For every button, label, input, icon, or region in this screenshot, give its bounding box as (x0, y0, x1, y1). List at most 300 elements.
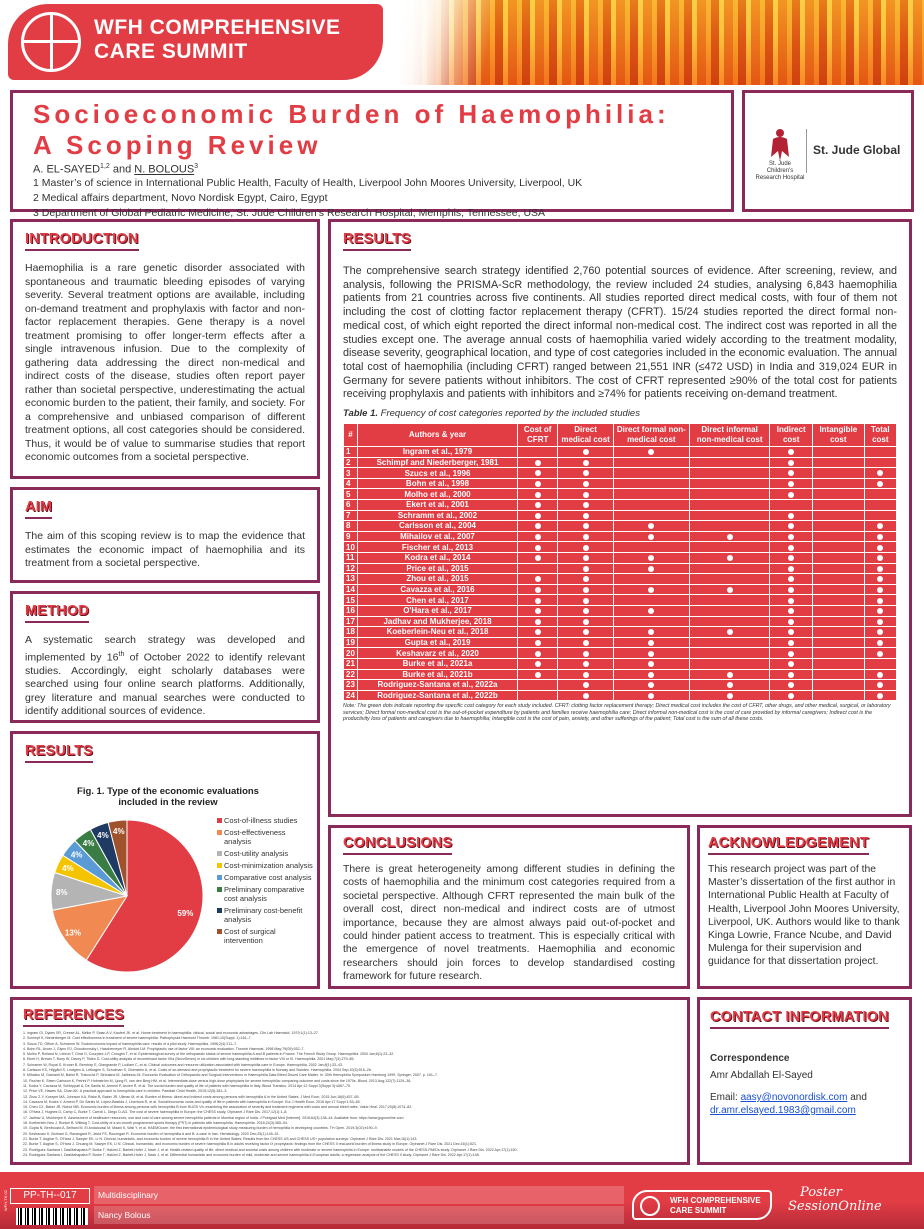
reported-dot-icon (648, 640, 654, 646)
row-cost-cell (518, 552, 558, 563)
row-author: Rodriguez-Santana et al., 2022b (358, 690, 518, 701)
row-cost-cell (813, 605, 865, 616)
row-cost-cell (613, 563, 689, 574)
row-cost-cell (558, 658, 613, 669)
row-cost-cell (813, 531, 865, 542)
row-cost-cell (864, 457, 896, 468)
row-cost-cell (864, 627, 896, 638)
row-cost-cell (770, 552, 813, 563)
row-number: 5 (344, 489, 358, 500)
row-author: Jadhav and Mukherjee, 2018 (358, 616, 518, 627)
reported-dot-icon (788, 449, 794, 455)
row-cost-cell (813, 648, 865, 659)
row-cost-cell (864, 658, 896, 669)
reported-dot-icon (877, 682, 883, 688)
row-number: 16 (344, 605, 358, 616)
reported-dot-icon (648, 566, 654, 572)
row-cost-cell (770, 605, 813, 616)
row-cost-cell (558, 690, 613, 701)
reported-dot-icon (727, 534, 733, 540)
table-body (344, 447, 897, 701)
row-cost-cell (813, 478, 865, 489)
author-1: A. EL-SAYED (33, 163, 101, 176)
row-cost-cell (518, 574, 558, 585)
row-cost-cell (813, 584, 865, 595)
introduction-heading: INTRODUCTION (25, 231, 139, 251)
row-cost-cell (613, 478, 689, 489)
email-link-2[interactable]: dr.amr.elsayed.1983@gmail.com (710, 1105, 856, 1116)
table-row (344, 510, 897, 521)
author-2: N. BOLOUS (134, 163, 195, 176)
row-cost-cell (864, 500, 896, 511)
row-cost-cell (770, 468, 813, 479)
reported-dot-icon (727, 587, 733, 593)
row-cost-cell (518, 542, 558, 553)
legend-label: Preliminary comparative cost analysis (224, 885, 305, 903)
row-author: O'Hara et al., 2017 (358, 605, 518, 616)
row-cost-cell (518, 595, 558, 606)
aim-panel (10, 487, 320, 583)
reported-dot-icon (877, 619, 883, 625)
row-cost-cell (864, 616, 896, 627)
reported-dot-icon (648, 693, 654, 699)
results-heading: RESULTS (343, 231, 411, 251)
row-cost-cell (864, 584, 896, 595)
reported-dot-icon (877, 608, 883, 614)
legend-label: Cost-minimization analysis (224, 861, 313, 870)
reported-dot-icon (583, 576, 589, 582)
row-cost-cell (813, 658, 865, 669)
row-cost-cell (813, 500, 865, 511)
row-cost-cell (518, 531, 558, 542)
reference-item: 8. Carlsson KS, Höjgård S, Lindgren A, Lethagen S, Schulman S, Glomstein A, et al. Costs of on-demand and prophylactic treatment for severe haemophilia in Norway and Sweden. Haemophilia. 2004 Sep;10(5):515–26. (23, 1068, 372, 1073)
row-author: Szucs et al., 1996 (358, 468, 518, 479)
reported-dot-icon (788, 587, 794, 593)
row-cost-cell (864, 574, 896, 585)
reference-item: 12. Price VE, Hawes SA, Chan AK. A practical approach to hemophilia care in children. Paediatr Child Health. 2015;12(5):381–3. (23, 1089, 228, 1094)
row-cost-cell (558, 447, 613, 458)
reference-item: 6. Ekert H, Brewin T, Boey W, Davey P, Tilden D. Cost-utility analysis of recombinant factor VIIa (NovoSeven) in six children with long-standing inhibitors to factor VIII or IX. Haemophilia. 2001 May;7(3):279–85. (23, 1057, 355, 1062)
row-cost-cell (518, 627, 558, 638)
affiliation-1: 1 Master’s of science in International Public Health, Faculty of Health, Liverpool John Moores University, Liverpool, UK (33, 176, 583, 189)
row-cost-cell (864, 510, 896, 521)
row-number: 19 (344, 637, 358, 648)
row-number: 22 (344, 669, 358, 680)
author-list (33, 163, 711, 176)
legend-swatch (217, 929, 222, 934)
reported-dot-icon (535, 608, 541, 614)
reported-dot-icon (535, 523, 541, 529)
footer-summit-logo (632, 1190, 772, 1220)
reported-dot-icon (727, 682, 733, 688)
method-panel (10, 591, 320, 723)
reference-item: 23. Rodriguez-Santana I, DasMahapatra P, Burke T, Hakimi Z, Bartelt-Hofer J, Nazir J, et al. Health-related quality of life, direct medical and societal costs among children with moderate or severe haemophilia in Europe: multivariable models of the CHESS-PAEDs study. Orphanet J Rare Dis. 2022 Apr;17(1):150. (23, 1147, 518, 1152)
row-cost-cell (770, 658, 813, 669)
table-row (344, 478, 897, 489)
table-row (344, 627, 897, 638)
table-row (344, 447, 897, 458)
reported-dot-icon (535, 470, 541, 476)
row-number: 23 (344, 680, 358, 691)
row-cost-cell (613, 690, 689, 701)
row-cost-cell (518, 478, 558, 489)
row-cost-cell (613, 658, 689, 669)
legend-swatch (217, 818, 222, 823)
reported-dot-icon (788, 672, 794, 678)
pie-slice-label: 8% (55, 887, 68, 897)
row-cost-cell (813, 690, 865, 701)
reported-dot-icon (877, 470, 883, 476)
method-heading: METHOD (25, 603, 89, 623)
row-number: 7 (344, 510, 358, 521)
row-author: Chen et al., 2017 (358, 595, 518, 606)
results-text: The comprehensive search strategy identified 2,760 potential sources of evidence. After screening, review, and analysis, following the PRISMA-ScR methodology, the review included 24 studies, analysing 6,843 haemophilia patients from 21 countries across five continents. All studies reported direct medical costs, with four of them not including the cost of clotting factor replacement therapy (CFRT). 15/24 studies reported the direct formal non-medical cost, of which eight reported the direct informal non-medical cost. The indirect cost was reported in all the studies except one. The average annual costs of haemophilia varied widely according to the treatment modality, disease severity, geographical location, and type of cost categories included in the economic evaluation. The annual total cost of haemophilia (including CFRT) ranged between 21,551 INR (≤472 USD) in India and 319,024 EUR in Germany for severe patients without inhibitors. The cost of CFRT represented ≥90% of the total cost for patients receiving prophylaxis and patients with inhibitors and ≥74% for patients receiving on-demand treatment. (343, 265, 897, 401)
table-row (344, 500, 897, 511)
title-line-1: Socioeconomic Burden of Haemophilia: (33, 99, 670, 129)
row-cost-cell (770, 574, 813, 585)
cost-categories-table (343, 423, 897, 701)
reported-dot-icon (583, 566, 589, 572)
reported-dot-icon (583, 449, 589, 455)
row-cost-cell (518, 648, 558, 659)
row-cost-cell (770, 489, 813, 500)
footer-logo-line-2: CARE SUMMIT (670, 1206, 727, 1215)
pie-slice-label: 13% (64, 928, 81, 938)
reported-dot-icon (788, 576, 794, 582)
row-author: Fischer et al., 2013 (358, 542, 518, 553)
reported-dot-icon (583, 651, 589, 657)
reported-dot-icon (877, 587, 883, 593)
table-row (344, 680, 897, 691)
row-cost-cell (864, 531, 896, 542)
reported-dot-icon (877, 555, 883, 561)
row-cost-cell (813, 627, 865, 638)
reported-dot-icon (788, 608, 794, 614)
row-cost-cell (518, 447, 558, 458)
row-cost-cell (558, 637, 613, 648)
row-cost-cell (613, 510, 689, 521)
reported-dot-icon (583, 523, 589, 529)
row-cost-cell (558, 605, 613, 616)
reported-dot-icon (583, 619, 589, 625)
introduction-text: Haemophilia is a rare genetic disorder associated with spontaneous and traumatic bleeding episodes of varying severity. Several treatment options are available, including on-demand treatment and prophylaxis with factor and non-factor replacement therapies. Gene therapy is a novel treatment promising to offer longer-term effects after a single intravenous infusion. Due to the complexity of gathering data addressing the direct non-medical and indirect costs of the disease, studies often report payer rather than societal perspective, underestimating the actual economic burden to the patient, their family, and society. For a comprehensive and unbiased comparison of different treatment options, all cost categories should be considered. Thus, it would be of value to summarise studies that report economic outcomes from a societal perspective. (25, 262, 305, 463)
reported-dot-icon (535, 492, 541, 498)
acknowledgement-panel (697, 825, 912, 989)
row-cost-cell (518, 510, 558, 521)
row-cost-cell (689, 542, 769, 553)
row-cost-cell (689, 658, 769, 669)
row-cost-cell (813, 542, 865, 553)
row-cost-cell (770, 521, 813, 532)
reported-dot-icon (788, 470, 794, 476)
reported-dot-icon (583, 672, 589, 678)
row-cost-cell (613, 584, 689, 595)
row-cost-cell (813, 563, 865, 574)
legend-swatch (217, 863, 222, 868)
contact-email-line (710, 1091, 899, 1117)
row-number: 20 (344, 648, 358, 659)
reported-dot-icon (535, 460, 541, 466)
reported-dot-icon (877, 629, 883, 635)
table-row (344, 521, 897, 532)
sponsor-divider (806, 129, 807, 173)
row-number: 12 (344, 563, 358, 574)
reported-dot-icon (648, 534, 654, 540)
row-cost-cell (558, 552, 613, 563)
presenter-name: Nancy Bolous (94, 1206, 624, 1224)
row-cost-cell (558, 584, 613, 595)
reported-dot-icon (788, 460, 794, 466)
pie-chart (17, 814, 207, 974)
legend-item (217, 849, 313, 858)
email-link-1[interactable]: aasy@novonordisk.com (740, 1092, 848, 1103)
row-number: 1 (344, 447, 358, 458)
row-number: 8 (344, 521, 358, 532)
row-cost-cell (689, 563, 769, 574)
legend-item (217, 861, 313, 870)
row-cost-cell (613, 531, 689, 542)
reported-dot-icon (583, 661, 589, 667)
reference-item: 4. Bohn RL, Avorn J, Glynn RJ, Choodnovskiy I, Haschemeyer R, Aledort LM. Prophylactic use of factor VIII: an economic evaluation. Thromb Haemost. 1998 May;79(05):932–7. (23, 1046, 305, 1051)
reported-dot-icon (648, 661, 654, 667)
row-cost-cell (770, 680, 813, 691)
reported-dot-icon (648, 449, 654, 455)
row-cost-cell (770, 584, 813, 595)
row-cost-cell (558, 574, 613, 585)
row-cost-cell (813, 595, 865, 606)
row-cost-cell (770, 563, 813, 574)
row-number: 17 (344, 616, 358, 627)
affiliation-3: 3 Department of Global Pediatric Medicine, St. Jude Children’s Research Hospital, Memphis, Tennessee, USA (33, 206, 546, 219)
row-cost-cell (770, 457, 813, 468)
summit-logo-text (94, 16, 341, 64)
row-cost-cell (689, 552, 769, 563)
row-cost-cell (689, 669, 769, 680)
row-cost-cell (613, 616, 689, 627)
legend-item (217, 885, 313, 903)
results-figure-heading: RESULTS (25, 743, 93, 763)
sponsor-small-line-2: Research Hospital (755, 175, 805, 181)
row-cost-cell (518, 489, 558, 500)
row-cost-cell (558, 521, 613, 532)
reported-dot-icon (788, 492, 794, 498)
row-cost-cell (558, 500, 613, 511)
method-text-end: of October 2022 to identify relevant studies. Accordingly, eight scholarly databases were searched using four online search platforms. Additionally, grey literature and manual searches were conducted to identify additional sources of evidence. (25, 651, 306, 717)
reported-dot-icon (535, 598, 541, 604)
row-author: Cavazza et al., 2016 (358, 584, 518, 595)
row-author: Schimpf and Niederberger, 1981 (358, 457, 518, 468)
table-row (344, 584, 897, 595)
title-line-2: A Scoping Review (33, 130, 322, 160)
table-row (344, 457, 897, 468)
st-jude-figure-icon (767, 127, 793, 161)
references-heading: REFERENCES (23, 1007, 124, 1027)
pie-legend (217, 816, 313, 948)
method-text (25, 634, 305, 719)
footer-logo-line-1: WFH COMPREHENSIVE (670, 1196, 761, 1205)
legend-swatch (217, 830, 222, 835)
reported-dot-icon (877, 545, 883, 551)
references-panel (10, 997, 690, 1165)
row-cost-cell (558, 478, 613, 489)
contact-panel (697, 997, 912, 1165)
row-author: Ingram et al., 1979 (358, 447, 518, 458)
reported-dot-icon (535, 534, 541, 540)
row-cost-cell (689, 531, 769, 542)
barcode-icon (16, 1208, 88, 1225)
reported-dot-icon (788, 534, 794, 540)
reference-item: 9. Mihailov M, Gamanit M, Balint R, Traicovici P, Sirbuland M, Jalibescu M. Economic Evaluation of Orthopaedic and Surgical Interventions in Haemophilia Data Bleed Disord Care Matter. In: 30th Hemophilia Symposium Hamburg 1999. Springer; 2007. p. 161–7. (23, 1073, 438, 1078)
table-header-cell: Indirect cost (770, 424, 813, 447)
legend-item (217, 927, 313, 945)
reported-dot-icon (583, 629, 589, 635)
reported-dot-icon (535, 629, 541, 635)
reported-dot-icon (877, 534, 883, 540)
row-cost-cell (558, 627, 613, 638)
table-header-cell: Direct informal non-medical cost (689, 424, 769, 447)
acknowledgement-heading: ACKNOWLEDGEMENT (708, 835, 869, 855)
reference-item: 16. O'Hara J, Hughes D, Camp C, Burke T, Carroll L, Diego D-AG. The cost of severe haemophilia in Europe: the CHESS study. Orphanet J Rare Dis. 2017;12(1):1–8. (23, 1110, 288, 1115)
table-header-row (344, 424, 897, 447)
row-number: 11 (344, 552, 358, 563)
row-author: Kodra et al., 2014 (358, 552, 518, 563)
row-cost-cell (613, 489, 689, 500)
reported-dot-icon (648, 651, 654, 657)
row-cost-cell (864, 669, 896, 680)
row-cost-cell (558, 563, 613, 574)
row-cost-cell (558, 542, 613, 553)
row-cost-cell (813, 489, 865, 500)
row-cost-cell (518, 637, 558, 648)
row-number: 2 (344, 457, 358, 468)
pie-slice-label: 4% (70, 850, 83, 860)
table-header-cell: # (344, 424, 358, 447)
reported-dot-icon (788, 481, 794, 487)
reported-dot-icon (877, 576, 883, 582)
reference-item: 22. Burke T, Asghar S, O'Hara J, Chuang M, Sawyer EK, Li N. Clinical, humanistic, and economic burden of severe haemophilia B in adults receiving factor IX prophylaxis: findings from the CHESS II real-world burden of illness study in Europe. Orphanet J Rare Dis. 2021 Dec;16(1):521. (23, 1142, 478, 1147)
aim-text: The aim of this scoping review is to map the evidence that estimates the economic impact of haemophilia and its treatment from a societal perspective. (25, 530, 305, 569)
row-author: Rodriguez-Santana et al., 2022a (358, 680, 518, 691)
row-cost-cell (770, 595, 813, 606)
row-cost-cell (770, 542, 813, 553)
row-cost-cell (689, 468, 769, 479)
poster-code: PP-TH--017 (10, 1188, 90, 1204)
table-row (344, 658, 897, 669)
row-cost-cell (770, 531, 813, 542)
reference-list (23, 1031, 677, 1158)
legend-label: Cost of surgical intervention (224, 927, 276, 945)
row-cost-cell (518, 500, 558, 511)
legend-label: Cost-of-illness studies (224, 816, 298, 825)
acknowledgement-text: This research project was part of the Master’s dissertation of the first author in International Public Health at Faculty of Health, Liverpool John Moores University, Liverpool, UK. Authors would like to thank Kinga Lowrie, France Ncube, and David Mulenga for their supervision and guidance for that dissertation project. (708, 864, 900, 968)
reference-item: 10. Fischer K, Steen Carlsson K, Petrini P, Holmström M, Ljung R, van den Berg HM, et al. Intermediate-dose versus high-dose prophylaxis for severe hemophilia: comparing outcome and costs since the 1970s. Blood. 2013 Aug;122(7):1129–36. (23, 1078, 412, 1083)
row-cost-cell (770, 616, 813, 627)
row-cost-cell (813, 468, 865, 479)
reported-dot-icon (583, 682, 589, 688)
reported-dot-icon (877, 598, 883, 604)
conclusions-panel (328, 825, 690, 989)
reported-dot-icon (788, 513, 794, 519)
pie-slice-label: 59% (177, 908, 194, 918)
pie-slice-label: 4% (97, 831, 109, 841)
table-title-label: Table 1. (343, 408, 379, 420)
row-cost-cell (689, 584, 769, 595)
row-cost-cell (813, 616, 865, 627)
reported-dot-icon (535, 481, 541, 487)
row-cost-cell (864, 552, 896, 563)
method-text-start: A systematic search strategy was developed and implemented by 16 (25, 634, 305, 663)
reference-item: 14. Cavazza M, Kodra Y, Armeni P, De Santis M, López-Bastida J, Linertová R, et al. Social/economic costs and quality of life in patients with haemophilia in Europe. Eur J Health Econ. 2016 Apr;17 Suppl 1:53–65. (23, 1099, 361, 1104)
row-cost-cell (864, 605, 896, 616)
row-cost-cell (689, 680, 769, 691)
conclusions-text: There is great heterogeneity among different studies in defining the costs of haemophilia and the minimum cost categories required from a societal perspective. Although CFRT represented the main bulk of the overall cost, direct non-medical and indirect costs are of utmost importance, because they are almost always paid out-of-pocket and could hinder patient access to treatment. This is especially critical with the emergence of novel treatments. Haemophilia and economic researchers should join forces to develop standardised costing framework for future research. (343, 864, 675, 983)
reported-dot-icon (788, 682, 794, 688)
row-cost-cell (558, 648, 613, 659)
row-cost-cell (613, 574, 689, 585)
row-cost-cell (813, 457, 865, 468)
table-title-text: Frequency of cost categories reported by the included studies (378, 408, 640, 420)
legend-label: Comparative cost analysis (224, 873, 312, 882)
row-cost-cell (770, 510, 813, 521)
reference-item: 15. Chen CX, Baker JR, Nichol MB. Economic burden of illness among persons with hemophilia B from HUGS Vb: examining the association of severity and treatment regimens with costs and annual bleed rates. Value Heal. 2017;20(8):1074–82. (23, 1105, 413, 1110)
legend-swatch (217, 908, 222, 913)
row-cost-cell (864, 542, 896, 553)
reported-dot-icon (535, 545, 541, 551)
row-cost-cell (689, 521, 769, 532)
row-author: Schramm et al., 2002 (358, 510, 518, 521)
row-author: Gupta et al., 2019 (358, 637, 518, 648)
row-cost-cell (864, 468, 896, 479)
table-row (344, 690, 897, 701)
reported-dot-icon (583, 608, 589, 614)
row-cost-cell (864, 563, 896, 574)
row-cost-cell (864, 447, 896, 458)
email-and: and (847, 1092, 867, 1103)
row-cost-cell (689, 627, 769, 638)
method-text-sup: th (118, 650, 125, 658)
reported-dot-icon (583, 693, 589, 699)
poster-session-online-logo[interactable] (788, 1186, 908, 1222)
reference-item: 3. Szucs TD, Offner A, Schramm W. Socioeconomic impact of haemophilia care: results of a pilot study. Haemophilia. 1996;2(4):211–7. (23, 1041, 238, 1046)
row-cost-cell (613, 521, 689, 532)
reference-item: 24. Rodriguez-Santana I, DasMahapatra P, Burke T, Hakimi Z, Bartelt-Hofer J, Nazir J, et al. Differential humanistic and economic burden of mild, moderate and severe haemophilia in European adults: a regression analysis of the CHESS II study. Orphanet J Rare Dis. 2022 Apr;17(1):148. (23, 1152, 480, 1157)
table-row (344, 616, 897, 627)
reported-dot-icon (583, 481, 589, 487)
row-cost-cell (558, 457, 613, 468)
table-header-cell: Intangible cost (813, 424, 865, 447)
row-number: 15 (344, 595, 358, 606)
reported-dot-icon (788, 598, 794, 604)
pie-slice-label: 4% (113, 827, 125, 837)
row-cost-cell (613, 447, 689, 458)
row-cost-cell (613, 500, 689, 511)
row-cost-cell (689, 447, 769, 458)
row-cost-cell (558, 616, 613, 627)
row-author: Price et al., 2015 (358, 563, 518, 574)
row-cost-cell (558, 680, 613, 691)
row-cost-cell (518, 457, 558, 468)
reported-dot-icon (877, 651, 883, 657)
row-cost-cell (689, 605, 769, 616)
row-cost-cell (518, 658, 558, 669)
row-cost-cell (689, 637, 769, 648)
psol-line-2: SessionOnline (788, 1199, 882, 1214)
row-number: 3 (344, 468, 358, 479)
row-cost-cell (613, 468, 689, 479)
row-cost-cell (613, 637, 689, 648)
row-cost-cell (770, 447, 813, 458)
row-author: Ekert et al., 2001 (358, 500, 518, 511)
